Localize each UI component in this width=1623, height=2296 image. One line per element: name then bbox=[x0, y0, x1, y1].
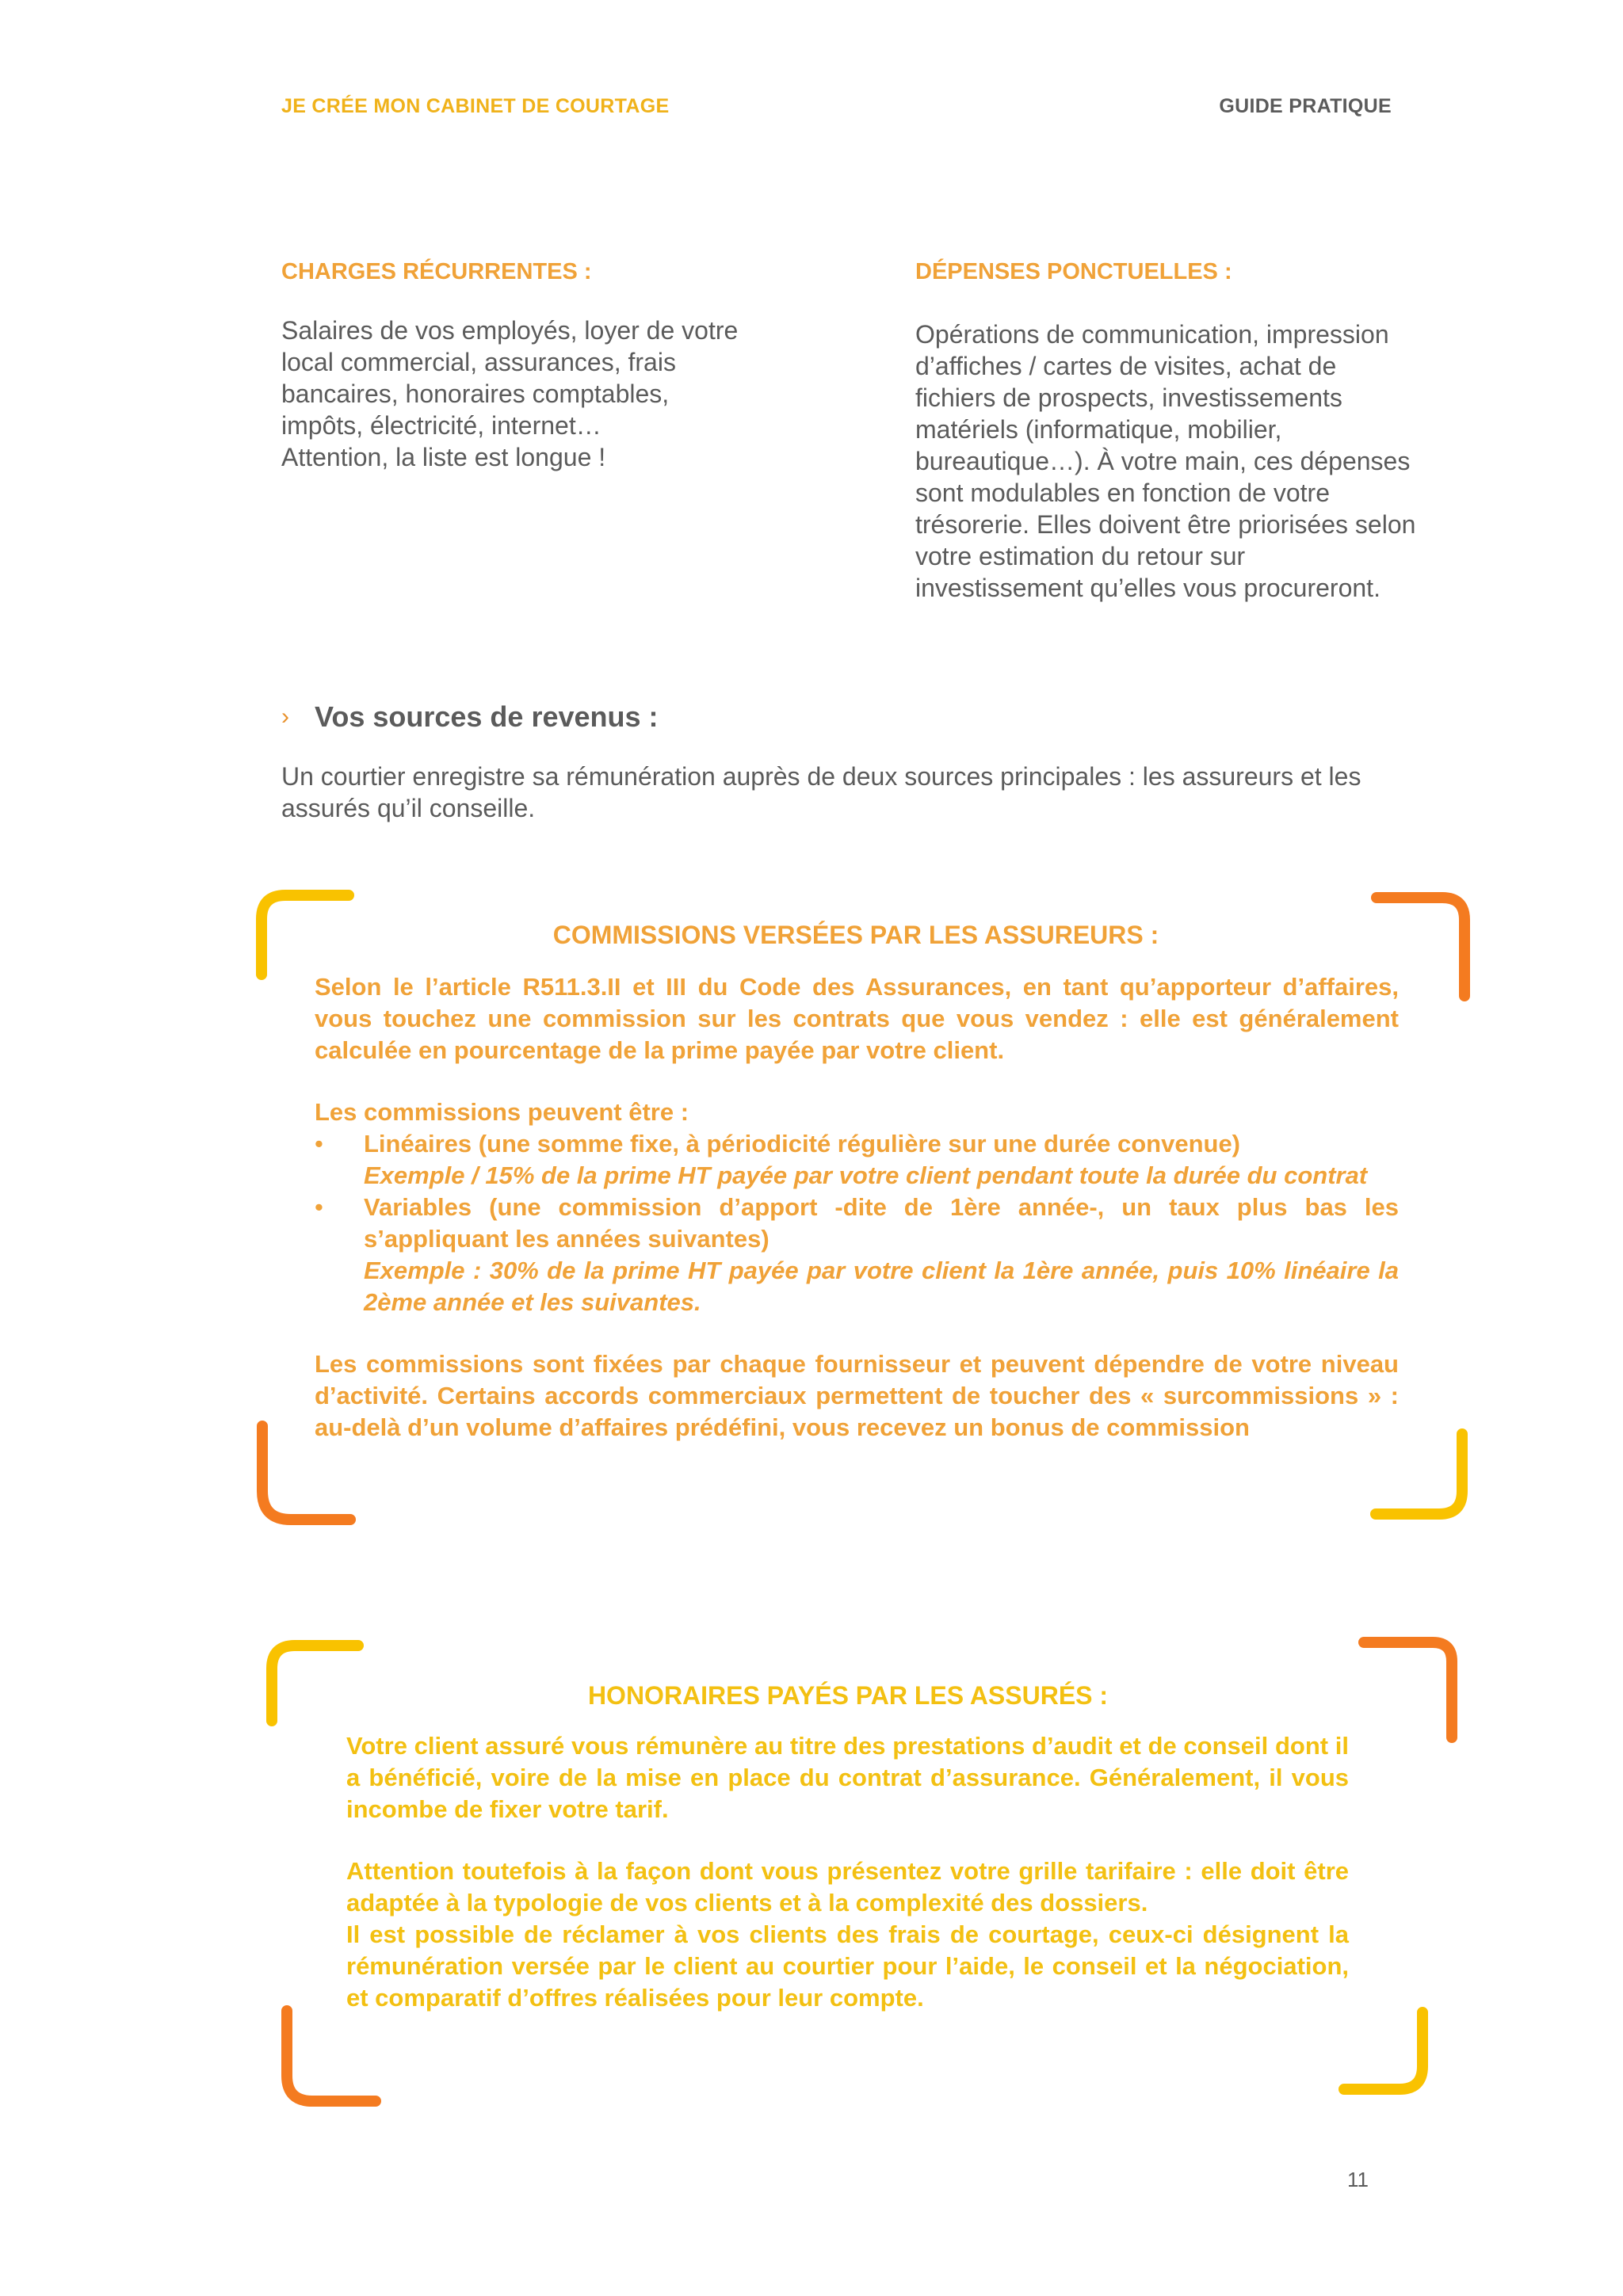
commission-item-example: Exemple / 15% de la prime HT payée par votre client pendant toute la durée du contrat bbox=[364, 1161, 1368, 1189]
commissions-paragraph-1: Selon le l’article R511.3.II et III du Code des Assurances, en tant qu’apporteur d’affaires, vous touchez une commission sur les contrats que vous vendez : elle est généralement calculée en pourcentage de la prime payée par votre client. bbox=[315, 973, 1399, 1064]
commission-item-lineaires bbox=[315, 1128, 1399, 1160]
honoraires-paragraph-3: Il est possible de réclamer à vos clients des frais de courtage, ceux-ci désignent la rémunération versée par le client au courtier pour l’aide, le conseil et la négociation, et comparatif d’offres réalisées pour leur compte. bbox=[346, 1920, 1349, 2012]
chevron-right-icon: › bbox=[281, 704, 289, 730]
honoraires-body bbox=[346, 1730, 1349, 2014]
commissions-paragraph-2: Les commissions sont fixées par chaque fournisseur et peuvent dépendre de votre niveau d’activité. Certains accords commerciaux permettent de toucher des « surcommissions » : au-delà d’un volume d’affaires prédéfini, vous recevez un bonus de commission bbox=[315, 1350, 1399, 1441]
header-doc-title: JE CRÉE MON CABINET DE COURTAGE bbox=[281, 95, 670, 117]
charges-title: CHARGES RÉCURRENTES : bbox=[281, 259, 592, 284]
commissions-body bbox=[315, 971, 1399, 1444]
honoraires-paragraph-2: Attention toutefois à la façon dont vous présentez votre grille tarifaire : elle doit être adaptée à la typologie de vos clients et à la complexité des dossiers. bbox=[346, 1857, 1349, 1917]
page-number: 11 bbox=[1347, 2168, 1369, 2191]
commission-item-text: Variables (une commission d’apport -dite de 1ère année-, un taux plus bas les s’appliquant les années suivantes) bbox=[364, 1193, 1399, 1253]
commission-item-text: Linéaires (une somme fixe, à périodicité régulière sur une durée convenue) bbox=[364, 1130, 1241, 1158]
depenses-text: Opérations de communication, impression d’affiches / cartes de visites, achat de fichiers de prospects, investissements matériels (informatique, mobilier, bureautique…). À votre main, ces dépenses sont modulables en fonction de votre trésorerie. Elles doivent être priorisées selon votre estimation du retour sur investissement qu’elles vous procureront. bbox=[915, 320, 1416, 602]
bracket-bottom-right-2 bbox=[1344, 2012, 1423, 2089]
revenus-intro: Un courtier enregistre sa rémunération auprès de deux sources principales : les assureurs et les assurés qu’il conseille. bbox=[281, 762, 1361, 822]
revenus-title: Vos sources de revenus : bbox=[315, 700, 659, 733]
commissions-title: COMMISSIONS VERSÉES PAR LES ASSUREURS : bbox=[552, 921, 1159, 949]
bracket-bottom-left-2 bbox=[287, 2011, 376, 2101]
header-guide-label: GUIDE PRATIQUE bbox=[1219, 95, 1392, 117]
commissions-list-intro: Les commissions peuvent être : bbox=[315, 1098, 689, 1126]
honoraires-paragraph-1: Votre client assuré vous rémunère au titre des prestations d’audit et de conseil dont il a bénéficié, voire de la mise en place du contrat d’assurance. Généralement, il vous incombe de fixer votre tarif. bbox=[346, 1732, 1349, 1823]
commission-item-variables bbox=[315, 1192, 1399, 1255]
depenses-title: DÉPENSES PONCTUELLES : bbox=[915, 259, 1232, 284]
honoraires-title: HONORAIRES PAYÉS PAR LES ASSURÉS : bbox=[587, 1681, 1109, 1710]
charges-text: Salaires de vos employés, loyer de votre local commercial, assurances, frais bancaires, honoraires comptables, impôts, électricité, internet… Attention, la liste est longue ! bbox=[281, 316, 739, 471]
bracket-bottom-right-1 bbox=[1376, 1434, 1462, 1514]
commission-item-example: Exemple : 30% de la prime HT payée par votre client la 1ère année, puis 10% linéaire la 2ème année et les suivantes. bbox=[364, 1257, 1399, 1316]
